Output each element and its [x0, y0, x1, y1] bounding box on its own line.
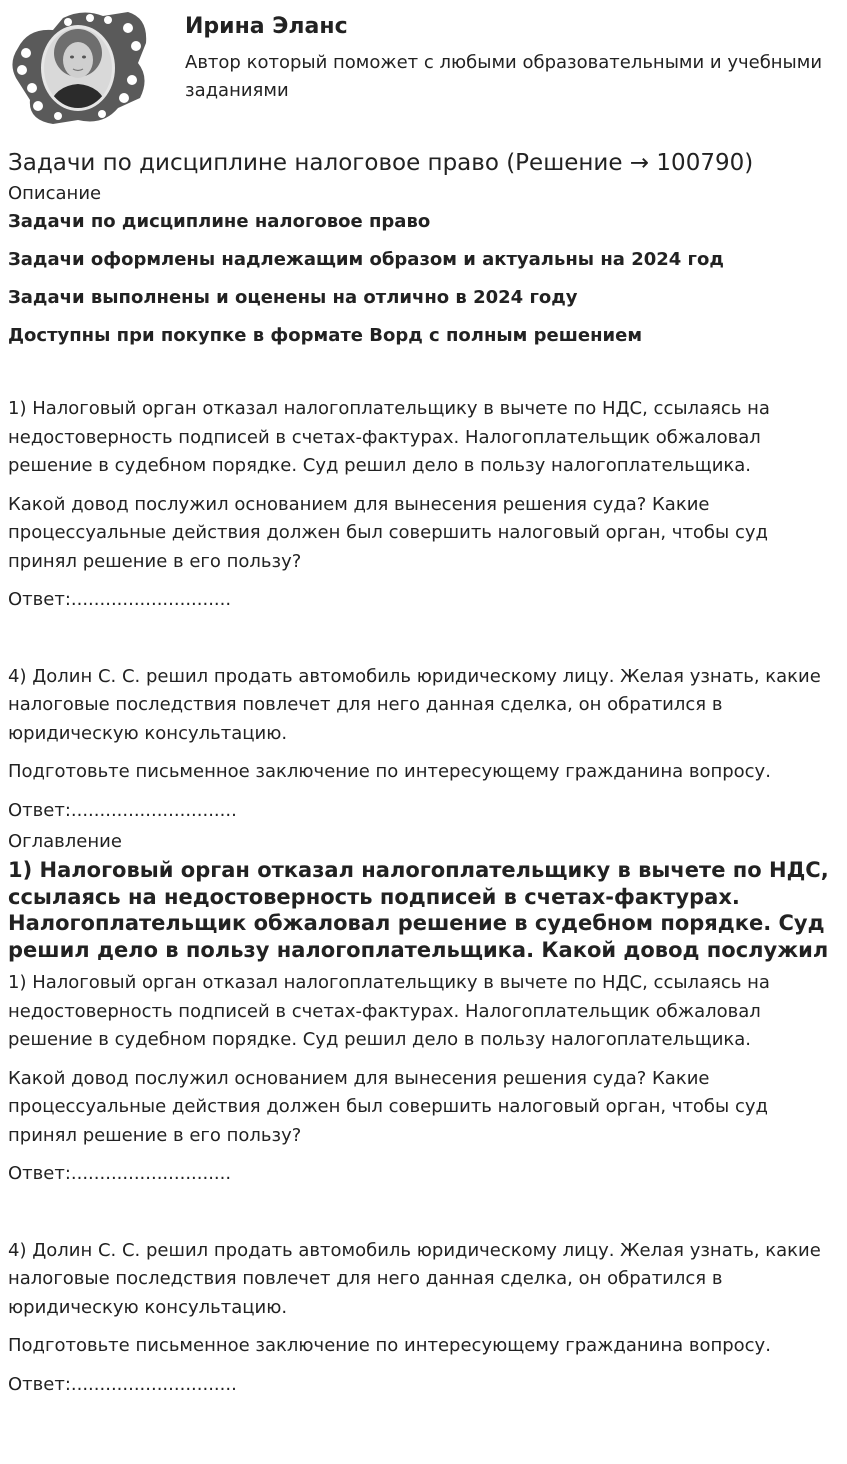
page-title: Задачи по дисциплине налоговое право (Решение → 100790)	[8, 150, 754, 176]
task4-question: Подготовьте письменное заключение по интересующему гражданина вопросу.	[8, 761, 771, 782]
highlight-line: Задачи по дисциплине налоговое право	[8, 211, 431, 232]
author-avatar	[8, 8, 150, 126]
toc-label: Оглавление	[8, 831, 122, 852]
task1-answer: Ответ:............................	[8, 589, 232, 610]
author-header	[0, 0, 847, 135]
task4-answer: Ответ:.............................	[8, 799, 237, 821]
author-description: Автор который поможет с любыми образовательными и учебными заданиями	[185, 52, 823, 101]
toc-heading-link[interactable]: 1) Налоговый орган отказал налогоплательщику в вычете по НДС, ссылаясь на недостоверность подписей в счетах-фактурах. Налогоплательщик обжаловал решение в судебном порядке. Суд решил дело в пользу налогоплательщика. Какой довод послужил	[8, 858, 829, 962]
document-content	[8, 145, 838, 1399]
task1-question: Какой довод послужил основанием для вынесения решения суда? Какие процессуальные действия должен был совершить налоговый орган, чтобы суд принял решение в его пользу?	[8, 493, 768, 572]
highlight-line: Доступны при покупке в формате Ворд с полным решением	[8, 325, 643, 346]
highlight-line: Задачи оформлены надлежащим образом и актуальны на 2024 год	[8, 249, 724, 270]
task4-answer-repeat: Ответ:.............................	[8, 1373, 237, 1395]
task4-question-repeat: Подготовьте письменное заключение по интересующему гражданина вопросу.	[8, 1335, 771, 1357]
task1-text: 1) Налоговый орган отказал налогоплательщику в вычете по НДС, ссылаясь на недостоверность подписей в счетах-фактурах. Налогоплательщик обжаловал решение в судебном порядке. Суд решил дело в пользу налогоплательщика.	[8, 398, 770, 476]
task4-text-repeat: 4) Долин С. С. решил продать автомобиль юридическому лицу. Желая узнать, какие налоговые последствия повлечет для него данная сделка, он обратился в юридическую консультацию.	[8, 1239, 821, 1318]
author-name[interactable]: Ирина Эланс	[185, 14, 348, 39]
task1-text-repeat: 1) Налоговый орган отказал налогоплательщику в вычете по НДС, ссылаясь на недостоверность подписей в счетах-фактурах. Налогоплательщик обжаловал решение в судебном порядке. Суд решил дело в пользу налогоплательщика.	[8, 972, 770, 1051]
task1-answer-repeat: Ответ:............................	[8, 1163, 232, 1185]
highlight-line: Задачи выполнены и оценены на отлично в 2024 году	[8, 287, 578, 308]
description-label: Описание	[8, 183, 102, 204]
task4-text: 4) Долин С. С. решил продать автомобиль юридическому лицу. Желая узнать, какие налоговые последствия повлечет для него данная сделка, он обратился в юридическую консультацию.	[8, 665, 821, 744]
task1-question-repeat: Какой довод послужил основанием для вынесения решения суда? Какие процессуальные действия должен был совершить налоговый орган, чтобы суд принял решение в его пользу?	[8, 1067, 768, 1146]
